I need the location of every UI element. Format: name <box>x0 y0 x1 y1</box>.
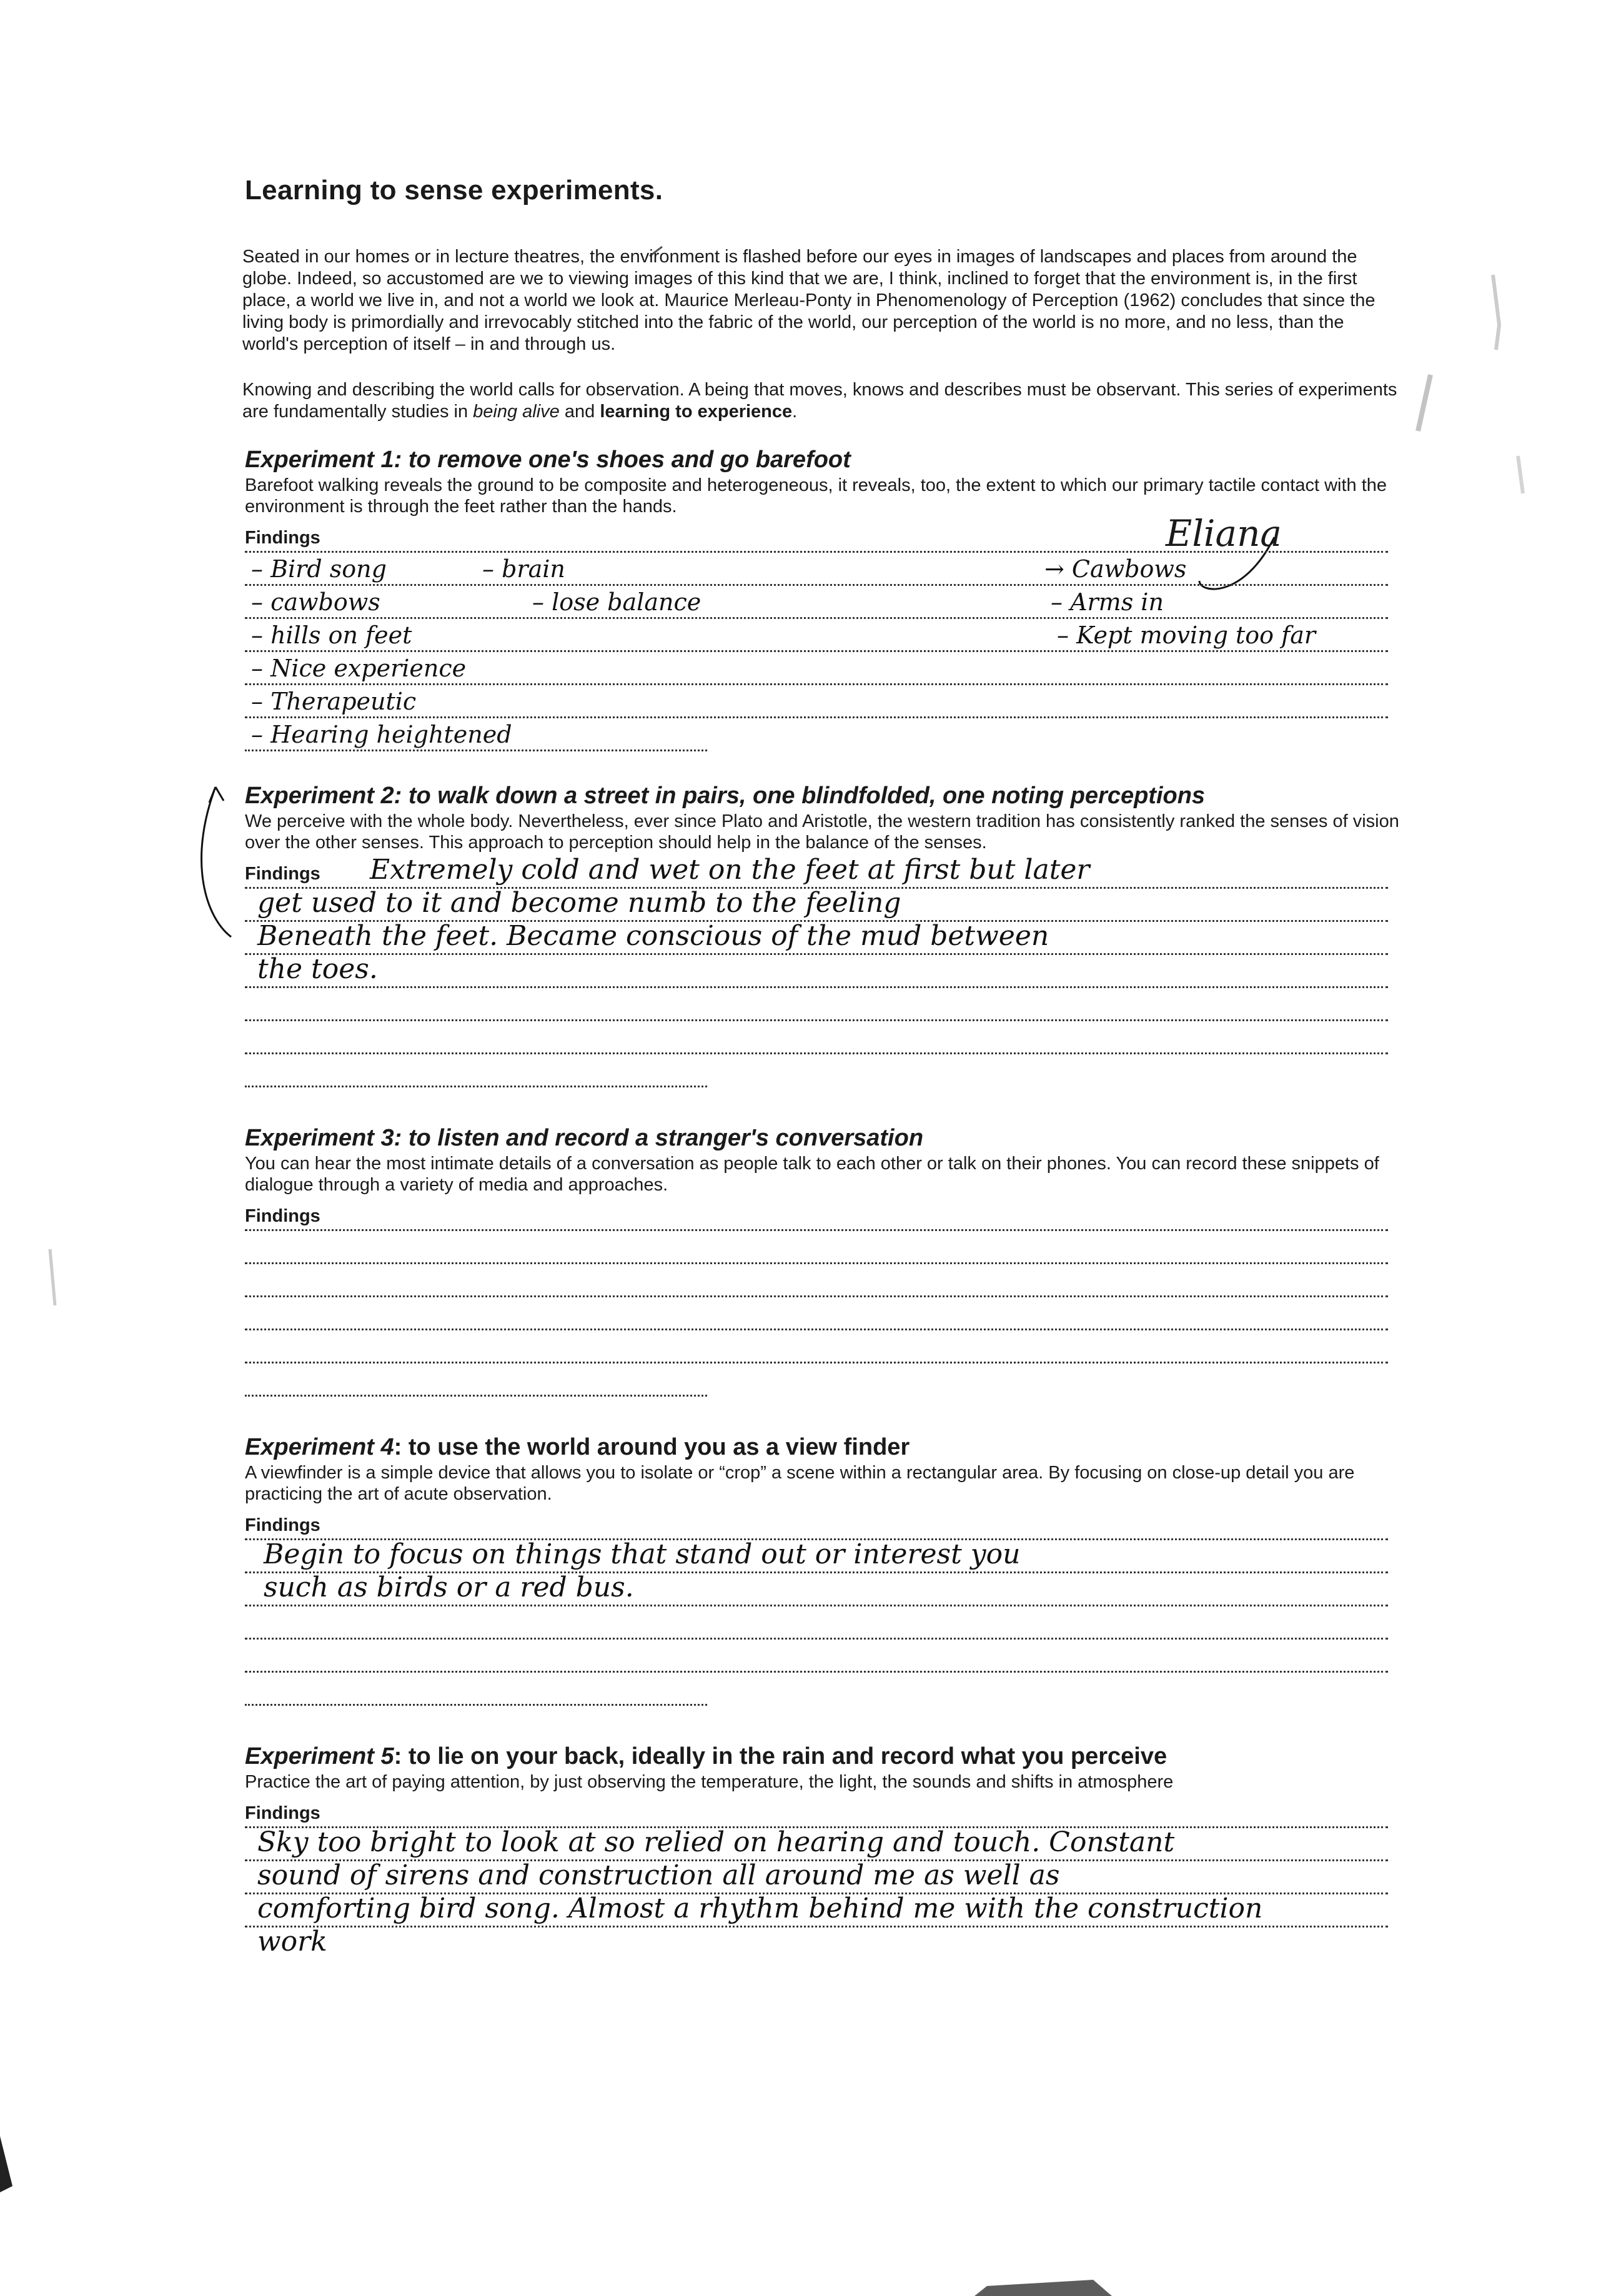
experiment-3-findings <box>245 1198 1399 1397</box>
experiment-4-title <box>245 1434 1399 1461</box>
experiment-5 <box>237 1743 1399 1959</box>
findings-line <box>245 1297 1388 1330</box>
experiment-2-title: Experiment 2: to walk down a street in pairs, one blindfolded, one noting perceptions <box>245 783 1206 809</box>
experiment-2 <box>237 783 1399 1087</box>
handwritten-note: Sky too bright to look at so relied on hearing and touch. Constant <box>257 1826 1175 1858</box>
handwritten-note: – hills on feet <box>251 621 412 649</box>
handwritten-note: – Nice experience <box>251 655 467 682</box>
findings-line <box>245 1894 1388 1927</box>
experiment-4-title-text: : to use the world around you as a view finder <box>394 1434 910 1460</box>
findings-line <box>245 856 1388 889</box>
experiment-5-title-number: Experiment 5 <box>245 1743 394 1769</box>
experiment-5-title-text: : to lie on your back, ideally in the rain and record what you perceive <box>394 1743 1167 1769</box>
findings-line <box>245 988 1388 1021</box>
experiment-5-description: Practice the art of paying attention, by just observing the temperature, the light, the sounds and shifts in atmosphere <box>245 1772 1174 1792</box>
handwritten-note: → Cawbows <box>1044 555 1187 583</box>
findings-line <box>245 1573 1388 1606</box>
findings-line <box>245 619 1388 652</box>
handwritten-note: such as birds or a red bus. <box>264 1571 634 1603</box>
findings-line <box>245 512 1388 555</box>
findings-label: Findings <box>245 1515 320 1535</box>
findings-line <box>245 1540 1388 1573</box>
findings-line <box>245 1640 1388 1673</box>
findings-line <box>245 889 1388 922</box>
experiment-4 <box>237 1434 1399 1706</box>
experiment-4-title-number: Experiment 4 <box>245 1434 394 1460</box>
handwritten-note: work <box>257 1926 327 1957</box>
findings-line <box>245 553 1388 586</box>
findings-line <box>245 1795 1388 1828</box>
handwritten-name: Eliana <box>1166 512 1282 555</box>
intro-text: . <box>792 402 798 422</box>
experiment-3 <box>237 1125 1399 1397</box>
findings-line <box>245 718 707 751</box>
findings-line <box>245 685 1388 718</box>
introduction <box>237 246 1399 423</box>
experiment-5-findings <box>245 1795 1399 1959</box>
findings-line <box>245 1673 707 1706</box>
handwritten-note: – brain <box>482 555 565 583</box>
findings-label: Findings <box>245 1803 320 1823</box>
handwritten-note: Begin to focus on things that stand out or interest you <box>264 1538 1021 1570</box>
experiment-4-description: A viewfinder is a simple device that allows you to isolate or “crop” a scene within a rectangular area. By focusing on close-up detail you are practicing the art of acute observation. <box>245 1463 1355 1504</box>
experiment-1 <box>237 447 1399 751</box>
handwritten-note: get used to it and become numb to the feeling <box>257 887 901 919</box>
findings-line <box>245 955 1388 988</box>
handwritten-note: Extremely cold and wet on the feet at first but later <box>370 854 1090 886</box>
worksheet-content <box>237 175 1399 1959</box>
findings-line <box>245 1231 1388 1264</box>
experiment-3-description: You can hear the most intimate details of a conversation as people talk to each other or talk on their phones. You can record these snippets of dialogue through a variety of media and approaches. <box>245 1154 1379 1195</box>
findings-line <box>245 1606 1388 1640</box>
handwritten-note: the toes. <box>257 953 378 985</box>
handwritten-note: – Hearing heightened <box>251 721 512 748</box>
findings-line <box>245 1198 1388 1231</box>
intro-strong: learning to experience <box>600 402 793 422</box>
findings-label: Findings <box>245 1206 320 1226</box>
findings-line <box>245 922 1388 955</box>
findings-label: Findings <box>245 528 320 548</box>
findings-line <box>245 586 1388 619</box>
findings-line <box>245 1861 1388 1894</box>
findings-line <box>245 1828 1388 1861</box>
experiment-5-title <box>245 1743 1399 1770</box>
experiment-1-description: Barefoot walking reveals the ground to be composite and heterogeneous, it reveals, too, the extent to which our primary tactile contact with the environment is through the feet rather than the hands. <box>245 475 1387 517</box>
intro-text: Knowing and describing the world calls for observation. A being that moves, knows and describes must be observant. This series of experiments are fundamentally studies in <box>242 380 1397 422</box>
findings-line <box>245 1264 1388 1297</box>
findings-line <box>245 1363 707 1397</box>
experiment-1-findings <box>245 512 1399 751</box>
findings-line <box>245 1330 1388 1363</box>
handwritten-note: comforting bird song. Almost a rhythm behind me with the construction <box>257 1893 1263 1924</box>
intro-emphasis: being alive <box>473 402 560 422</box>
intro-text: and <box>559 402 600 422</box>
experiment-4-findings <box>245 1507 1399 1706</box>
handwritten-note: – Arms in <box>1051 588 1164 616</box>
intro-paragraph-1: Seated in our homes or in lecture theatres, the environment is flashed before our eyes in images of landscapes and places from around the globe. Indeed, so accustomed are we to viewing images of this kind that we are, I think, inclined to forget that the environment is, in the first place, a world we live in, and not a world we look at. Maurice Merleau-Ponty in Phenomenology of Perception (1962) concludes that since the living body is primordially and irrevocably stitched into the fabric of the world, our perception of the world is no more, and no less, than the world's perception of itself – in and through us. <box>242 247 1376 354</box>
handwritten-note: – Therapeutic <box>251 688 417 715</box>
findings-line <box>245 652 1388 685</box>
experiment-3-title: Experiment 3: to listen and record a stranger's conversation <box>245 1125 924 1151</box>
findings-overflow <box>245 1927 1399 1959</box>
experiment-2-findings <box>245 856 1399 1087</box>
experiment-1-title: Experiment 1: to remove one's shoes and go barefoot <box>245 447 851 473</box>
findings-label: Findings <box>245 864 320 884</box>
intro-paragraph-2 <box>242 379 1399 423</box>
page-title: Learning to sense experiments. <box>245 175 663 205</box>
handwritten-note: – cawbows <box>251 588 380 616</box>
findings-line <box>245 1054 707 1087</box>
handwritten-note: Beneath the feet. Became conscious of the mud between <box>257 920 1049 952</box>
handwritten-note: – lose balance <box>532 588 701 616</box>
handwritten-note: – Kept moving too far <box>1057 621 1316 649</box>
handwritten-note: – Bird song <box>251 555 387 583</box>
experiment-2-description: We perceive with the whole body. Nevertheless, ever since Plato and Aristotle, the western tradition has consistently ranked the senses of vision over the other senses. This approach to perception should help in the balance of the senses. <box>245 811 1399 853</box>
findings-line <box>245 1021 1388 1054</box>
findings-line <box>245 1507 1388 1540</box>
handwritten-note: sound of sirens and construction all around me as well as <box>257 1859 1060 1891</box>
